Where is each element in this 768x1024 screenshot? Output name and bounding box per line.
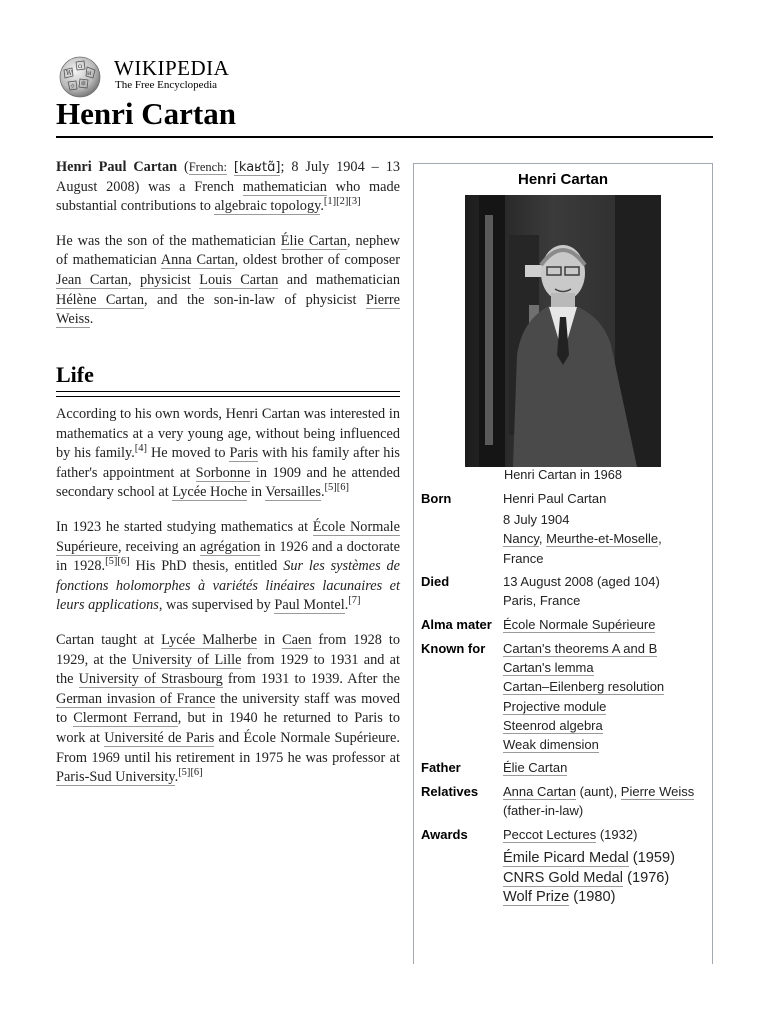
- known-for-item[interactable]: Cartan–Eilenberg resolution: [503, 679, 665, 695]
- died-value: [503, 572, 708, 610]
- link-jean-cartan[interactable]: Jean Cartan: [56, 271, 128, 288]
- link-german-invasion-of-france[interactable]: German invasion of France: [56, 690, 216, 707]
- link-anna-cartan[interactable]: Anna Cartan: [503, 784, 576, 799]
- link-university-of-lille[interactable]: University of Lille: [131, 651, 242, 668]
- awards-list-cont: Émile Picard Medal (1959) CNRS Gold Medal (1976) Wolf Prize (1980): [503, 850, 675, 906]
- reference-6[interactable]: [6]: [190, 767, 203, 779]
- life-paragraph-2: In 1923 he started studying mathematics at École Normale Supérieure, receiving an agrégation in 1926 and a doctorate in 1928.[5][6] His PhD thesis, entitled Sur les systèmes de fonctions holomorphes à variétés linéaires lacunaires et leurs applications, was supervised by Paul Montel.[7]: [56, 518, 401, 614]
- page-title: Henri Cartan: [56, 96, 236, 131]
- reference-5[interactable]: [5]: [105, 556, 118, 568]
- birth-name: Henri Paul Cartan: [503, 491, 607, 506]
- lead-section: [56, 158, 400, 330]
- father-label: Father: [421, 760, 461, 775]
- reference-6[interactable]: [6]: [336, 482, 350, 494]
- link-universite-de-paris[interactable]: Université de Paris: [104, 729, 215, 746]
- infobox-title: Henri Cartan: [517, 171, 609, 188]
- known-for-item[interactable]: Steenrod algebra: [503, 717, 603, 733]
- link-elie-cartan[interactable]: Élie Cartan: [503, 760, 568, 775]
- photo-caption: Henri Cartan in 1968: [503, 467, 623, 482]
- reference-6[interactable]: [6]: [117, 556, 130, 568]
- link-meurthe-et-moselle[interactable]: Meurthe-et-Moselle: [546, 531, 659, 547]
- reference-2[interactable]: [2]: [336, 196, 349, 208]
- link-helene-cartan[interactable]: Hélène Cartan: [56, 291, 144, 308]
- wikipedia-logo[interactable]: [56, 54, 296, 98]
- puzzle-globe-icon: [56, 54, 104, 98]
- reference-1[interactable]: [1]: [323, 196, 337, 208]
- tagline: The Free Encyclopedia: [115, 79, 218, 91]
- wordmark: WIKIPEDIA: [114, 56, 230, 80]
- subject-name: Henri Paul Cartan: [56, 159, 178, 175]
- birth-date: 8 July 1904: [503, 512, 570, 528]
- born-value: Henri Paul Cartan 8 July 1904 Nancy, Meurthe-et-Moselle, France: [503, 489, 708, 568]
- known-for-item[interactable]: Weak dimension: [503, 737, 599, 753]
- svg-text:И: И: [87, 71, 92, 77]
- svg-text:Ω: Ω: [78, 64, 83, 70]
- reference-3[interactable]: [3]: [348, 196, 361, 208]
- lead-paragraph-2: He was the son of the mathematician Élie Cartan, nephew of mathematician Anna Cartan, oldest brother of composer Jean Cartan, physicist Louis Cartan and mathematician Hélène Cartan, and the son-in-law of physicist Pierre Weiss.: [56, 232, 401, 328]
- known-for-item[interactable]: Projective module: [503, 698, 607, 714]
- thesis-title: Sur les systèmes de fonctions holomorphes à variétés linéaires lacunaires et leurs applications: [56, 558, 400, 614]
- title-divider: [56, 136, 713, 138]
- link-pierre-weiss[interactable]: Pierre Weiss: [56, 291, 400, 328]
- known-for-item[interactable]: Cartan's theorems A and B: [503, 641, 658, 656]
- infobox: [413, 163, 713, 964]
- alma-mater-value: [503, 615, 708, 634]
- award-item[interactable]: Wolf Prize: [503, 889, 570, 906]
- svg-text:W: W: [66, 70, 73, 77]
- birth-country: France: [503, 550, 544, 566]
- link-elie-cartan[interactable]: Élie Cartan: [280, 232, 347, 249]
- french-language-link[interactable]: French:: [188, 160, 227, 174]
- award-item[interactable]: Peccot Lectures: [503, 827, 597, 842]
- reference-5[interactable]: [5]: [178, 767, 191, 779]
- alma-mater-label: Alma mater: [421, 617, 492, 632]
- link-lycee-malherbe[interactable]: Lycée Malherbe: [161, 631, 258, 648]
- death-place: Paris, France: [503, 593, 581, 609]
- section-rule-top: [56, 391, 400, 392]
- link-ecole-normale-superieure[interactable]: École Normale Supérieure: [503, 617, 656, 632]
- link-algebraic-topology[interactable]: algebraic topology: [214, 198, 321, 215]
- reference-5[interactable]: [5]: [324, 482, 337, 494]
- link-physicist[interactable]: physicist: [139, 271, 191, 288]
- link-university-of-strasbourg[interactable]: University of Strasbourg: [78, 671, 223, 688]
- father-value: [503, 758, 708, 777]
- section-heading-life: Life: [56, 362, 94, 387]
- relatives-value: Anna Cartan (aunt), Pierre Weiss (father-in-law): [503, 782, 708, 820]
- born-label: Born: [421, 491, 452, 506]
- lead-paragraph-1: Henri Paul Cartan (French: [kaʁtɑ̃]; 8 July 1904 – 13 August 2008) was a French mathematician who made substantial contributions to algebraic topology.[1][2][3]: [56, 159, 401, 215]
- award-item[interactable]: CNRS Gold Medal: [503, 869, 624, 886]
- link-clermont-ferrand[interactable]: Clermont Ferrand: [73, 710, 178, 727]
- section-rule-bottom: [56, 396, 400, 397]
- link-lycee-hoche[interactable]: Lycée Hoche: [172, 484, 248, 501]
- death-date: 13 August 2008 (aged 104): [503, 574, 660, 589]
- link-ecole-normale-superieure[interactable]: École Normale Supérieure: [56, 518, 401, 555]
- reference-7[interactable]: [7]: [348, 595, 361, 607]
- link-caen[interactable]: Caen: [282, 631, 312, 648]
- link-mathematician[interactable]: mathematician: [242, 178, 327, 195]
- link-sorbonne[interactable]: Sorbonne: [195, 464, 251, 481]
- link-nancy[interactable]: Nancy: [503, 531, 539, 547]
- known-for-list: [503, 639, 708, 754]
- life-paragraph-3: Cartan taught at Lycée Malherbe in Caen from 1928 to 1929, at the University of Lille from 1929 to 1931 and at the University of Strasbourg from 1931 to 1939. After the German invasion of France the university staff was moved to Clermont Ferrand, but in 1940 he returned to Paris to work at Université de Paris and École Normale Supérieure. From 1969 until his retirement in 1975 he was professor at Paris-Sud University.[5][6]: [56, 631, 401, 786]
- award-item[interactable]: Émile Picard Medal: [503, 850, 629, 866]
- awards-list: Peccot Lectures (1932): [503, 827, 638, 842]
- link-paul-montel[interactable]: Paul Montel: [274, 597, 345, 614]
- link-pierre-weiss[interactable]: Pierre Weiss: [620, 784, 695, 799]
- svg-text:維: 維: [81, 81, 87, 87]
- awards-label: Awards: [421, 827, 468, 842]
- life-section: [56, 405, 400, 788]
- link-paris-sud-university[interactable]: Paris-Sud University: [56, 769, 175, 786]
- svg-text:ウ: ウ: [70, 84, 76, 90]
- link-paris[interactable]: Paris: [229, 445, 259, 462]
- life-paragraph-1: According to his own words, Henri Cartan was interested in mathematics at a very young age, without being influenced by his family.[4] He moved to Paris with his family after his father's appointment at Sorbonne in 1909 and he attended secondary school at Lycée Hoche in Versailles.[5][6]: [56, 406, 400, 501]
- link-louis-cartan[interactable]: Louis Cartan: [199, 271, 279, 288]
- relation-note: (father-in-law): [503, 803, 584, 819]
- died-label: Died: [421, 574, 450, 589]
- relatives-label: Relatives: [421, 784, 479, 799]
- link-versailles[interactable]: Versailles: [265, 484, 321, 501]
- ipa-pronunciation[interactable]: [kaʁtɑ̃]: [233, 160, 281, 175]
- portrait-photo[interactable]: [465, 195, 661, 467]
- link-anna-cartan[interactable]: Anna Cartan: [160, 252, 235, 269]
- reference-4[interactable]: [4]: [134, 443, 148, 455]
- known-for-label: Known for: [421, 641, 486, 656]
- link-agregation[interactable]: agrégation: [200, 538, 261, 555]
- known-for-item[interactable]: Cartan's lemma: [503, 660, 594, 676]
